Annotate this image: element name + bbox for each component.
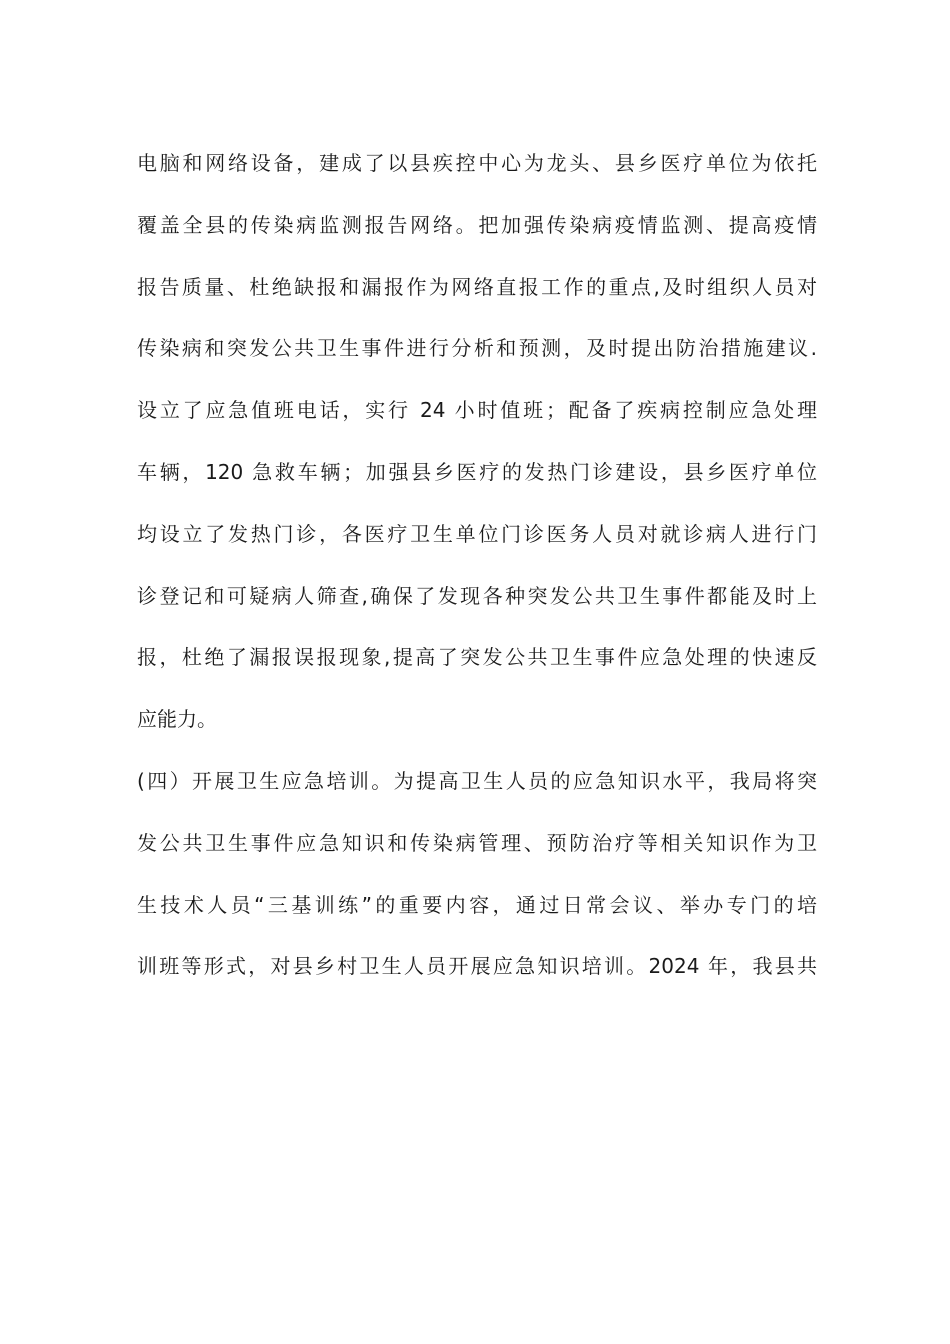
text-line: 电脑和网络设备，建成了以县疾控中心为龙头、县乡医疗单位为依托 (137, 151, 817, 175)
text-line: 设立了应急值班电话，实行 24 小时值班；配备了疾病控制应急处理 (137, 398, 817, 423)
section-heading-line: (四）开展卫生应急培训。为提高卫生人员的应急知识水平，我局将突 (137, 768, 817, 793)
text-line: 应能力。 (137, 707, 217, 732)
text-line: 车辆，120 急救车辆；加强县乡医疗的发热门诊建设，县乡医疗单位 (137, 459, 817, 484)
text-line: 训班等形式，对县乡村卫生人员开展应急知识培训。2024 年，我县共 (137, 954, 817, 979)
body-text (137, 143, 817, 1008)
text-line: 报告质量、杜绝缺报和漏报作为网络直报工作的重点,及时组织人员对 (137, 274, 817, 299)
text-line: 报，杜绝了漏报误报现象,提高了突发公共卫生事件应急处理的快速反 (137, 645, 817, 670)
text-line: 生技术人员“三基训练”的重要内容，通过日常会议、举办专门的培 (137, 892, 817, 917)
text-line: 传染病和突发公共卫生事件进行分析和预测，及时提出防治措施建议. (137, 336, 817, 361)
text-line: 发公共卫生事件应急知识和传染病管理、预防治疗等相关知识作为卫 (137, 830, 817, 855)
text-line: 均设立了发热门诊，各医疗卫生单位门诊医务人员对就诊病人进行门 (137, 521, 817, 546)
text-line: 诊登记和可疑病人筛查,确保了发现各种突发公共卫生事件都能及时上 (137, 583, 817, 608)
text-line: 覆盖全县的传染病监测报告网络。把加强传染病疫情监测、提高疫情 (137, 212, 817, 237)
